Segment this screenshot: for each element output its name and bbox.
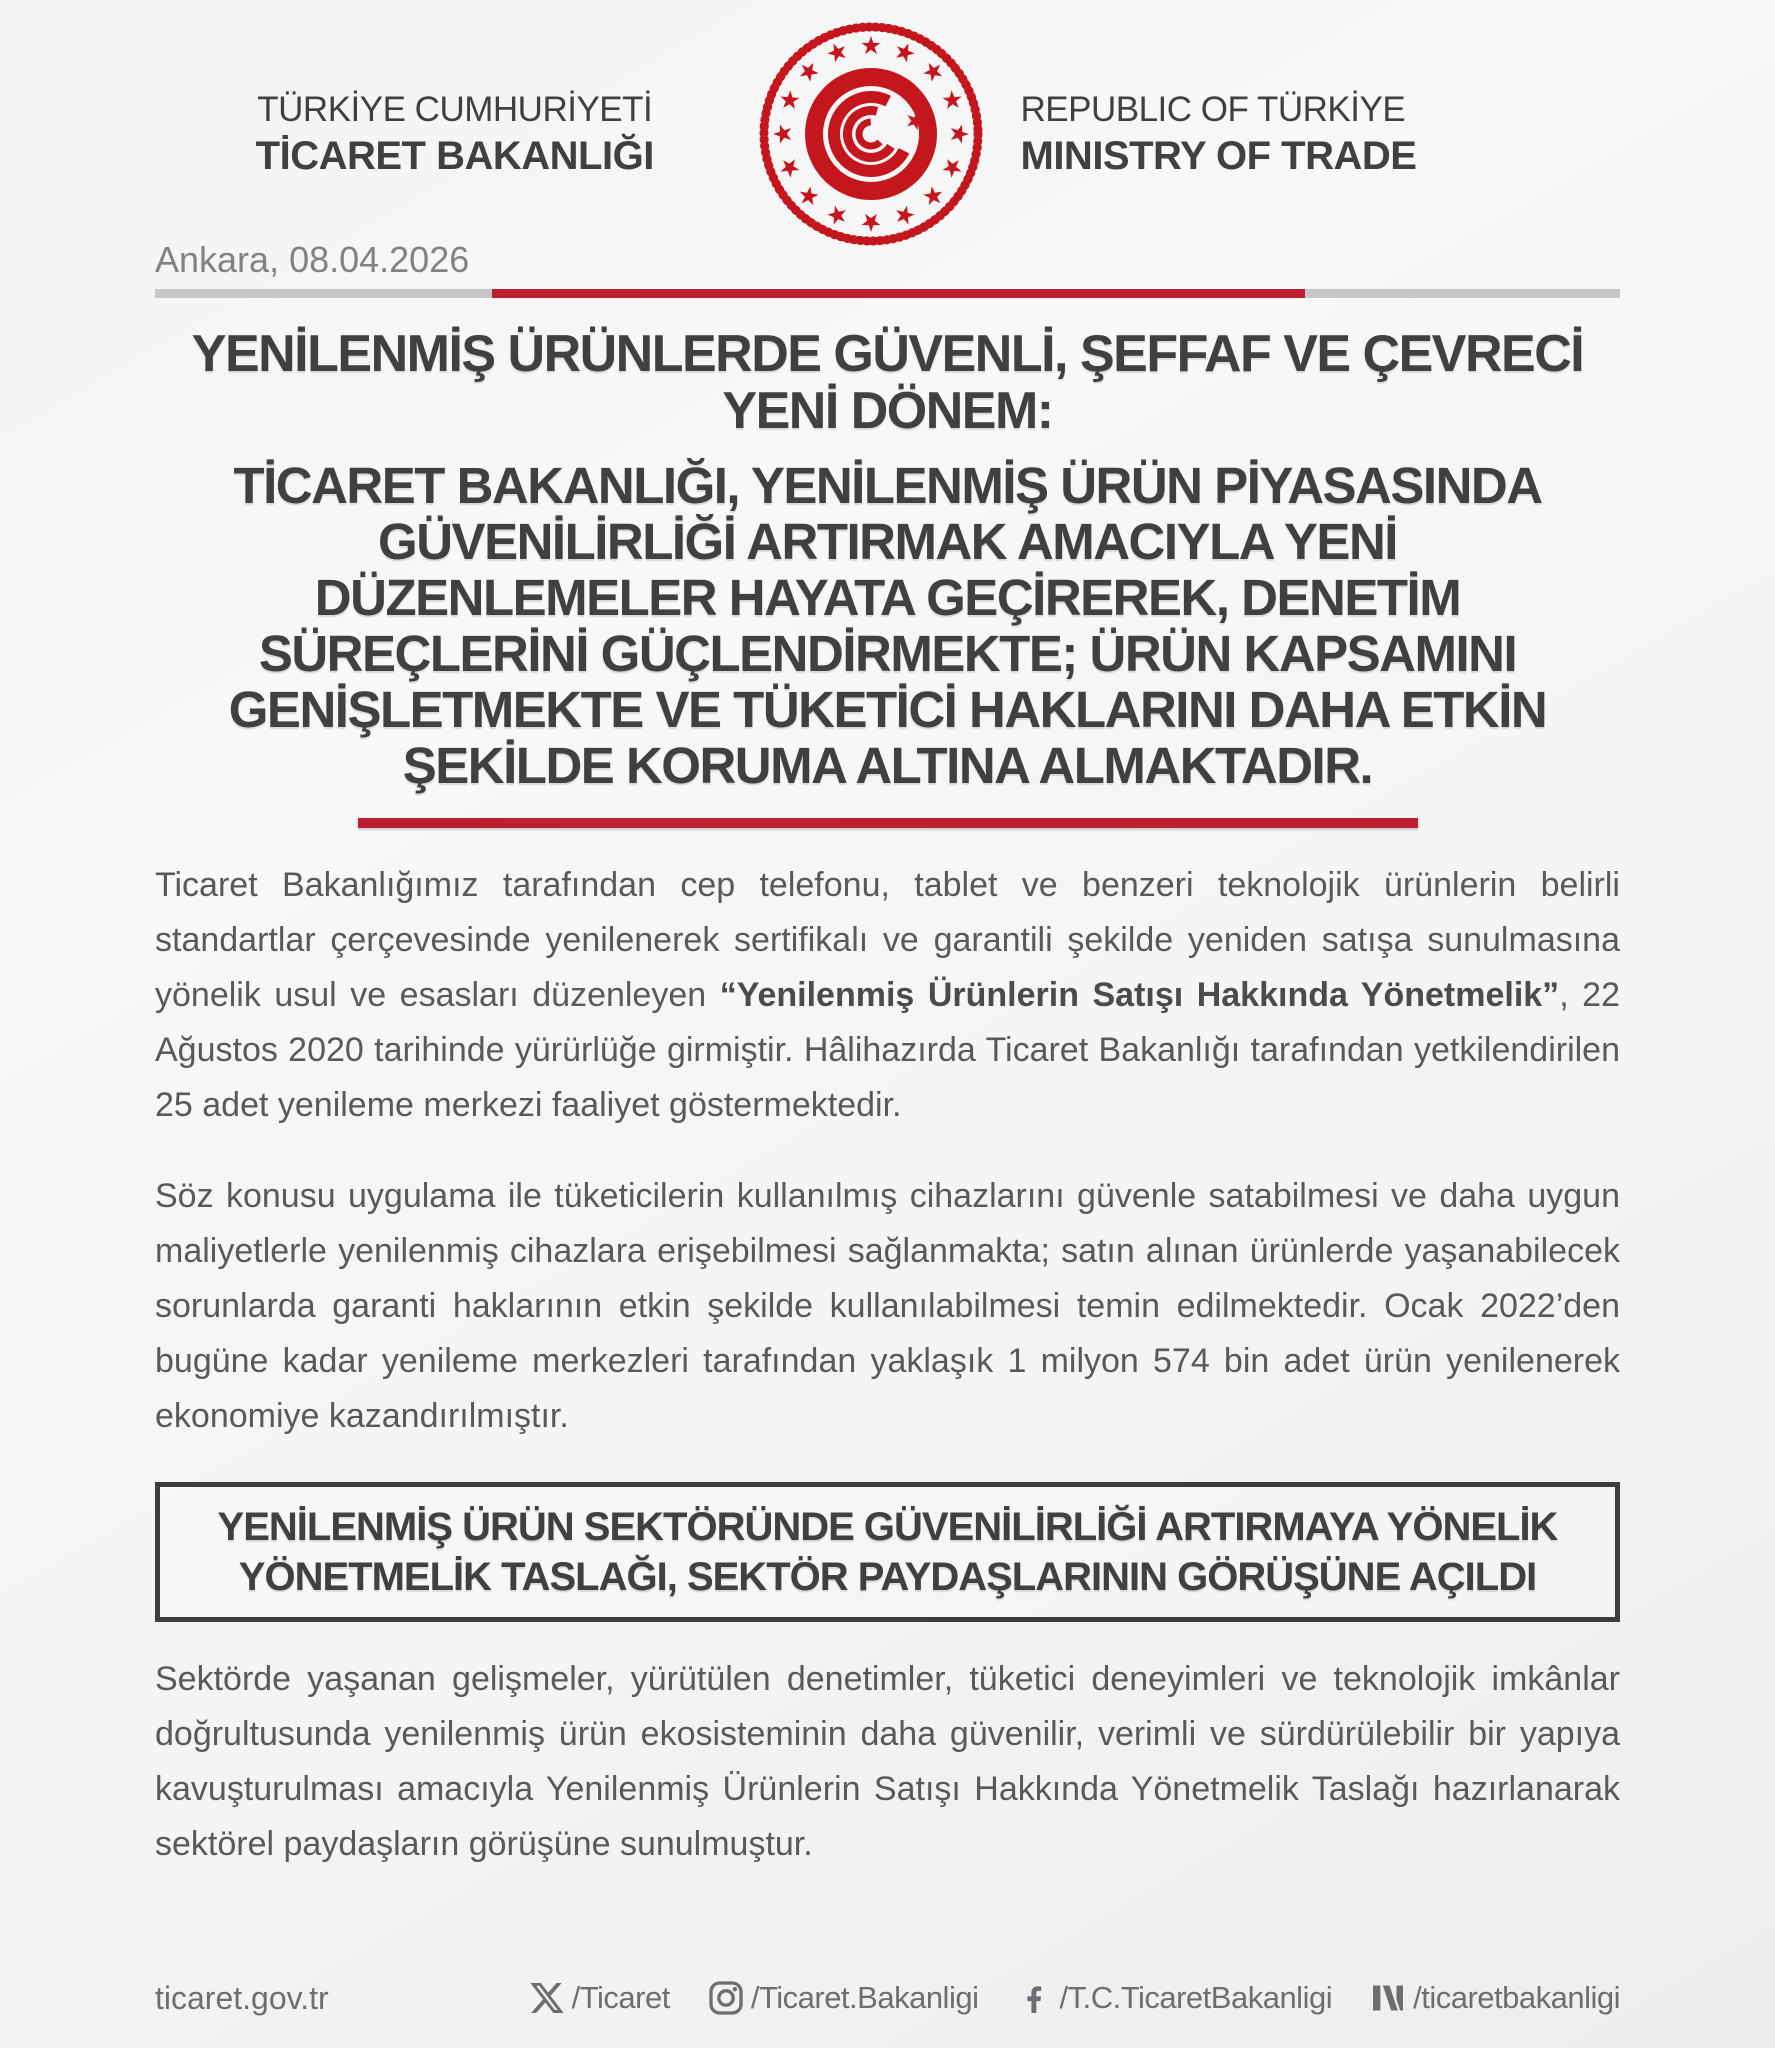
org-en-line2: MINISTRY OF TRADE <box>1020 133 1417 178</box>
social-handle: /ticaretbakanligi <box>1413 1980 1620 2015</box>
boxed-heading-line: YÖNETMELİK TASLAĞI, SEKTÖR PAYDAŞLARININ GÖRÜŞÜNE AÇILDI <box>238 1555 1537 1599</box>
org-tr-line1: TÜRKİYE CUMHURİYETİ <box>257 90 653 130</box>
sub-title-line: SÜREÇLERİNİ GÜÇLENDİRMEKTE; ÜRÜN KAPSAMINI <box>258 625 1517 682</box>
footer <box>155 1978 1620 2018</box>
ministry-name-turkish <box>155 88 755 180</box>
ministry-name-english <box>987 88 1621 180</box>
paragraph-text: , 22 Ağustos 2020 tarihinde yürürlüğe girmiştir. Hâlihazırda Ticaret Bakanlığı tarafından yetkilendirilen 25 adet yenileme merkezi faaliyet göstermektedir. <box>155 976 1620 1124</box>
separator-bar-red <box>492 289 1305 298</box>
sub-title <box>155 458 1620 794</box>
x-icon <box>527 1978 567 2018</box>
social-handle: /T.C.TicaretBakanligi <box>1059 1980 1333 2015</box>
social-links <box>527 1978 1620 2018</box>
main-title-line: YENİ DÖNEM: <box>722 382 1053 440</box>
org-en-line1: REPUBLIC OF TÜRKİYE <box>1020 90 1406 130</box>
paragraph-draft-regulation: Sektörde yaşanan gelişmeler, yürütülen denetimler, tüketici deneyimleri ve teknolojik imkânlar doğrultusunda yenilenmiş ürün ekosisteminin daha güvenilir, verimli ve sürdürülebilir bir yapıya kavuşturulması amacıyla Yenilenmiş Ürünlerin Satışı Hakkında Yönetmelik Taslağı hazırlanarak sektörel paydaşların görüşüne sunulmuştur. <box>155 1660 1620 1863</box>
boxed-heading <box>155 1482 1620 1622</box>
sub-title-line: TİCARET BAKANLIĞI, YENİLENMİŞ ÜRÜN PİYASASINDA <box>233 457 1542 514</box>
separator-bar-gray-right <box>1305 289 1620 298</box>
website-link[interactable]: ticaret.gov.tr <box>155 1979 329 2016</box>
facebook-icon <box>1014 1978 1054 2018</box>
separator-bar <box>155 289 1620 298</box>
red-divider <box>358 818 1418 828</box>
boxed-heading-line: YENİLENMİŞ ÜRÜN SEKTÖRÜNDE GÜVENİLİRLİĞİ ARTIRMAYA YÖNELİK <box>217 1505 1558 1549</box>
main-title-line: YENİLENMİŞ ÜRÜNLERDE GÜVENLİ, ŞEFFAF VE ÇEVRECİ <box>191 325 1584 383</box>
social-handle: /Ticaret.Bakanligi <box>750 1980 979 2015</box>
header <box>155 18 1620 250</box>
org-tr-line2: TİCARET BAKANLIĞI <box>255 133 654 178</box>
sub-title-line: GENİŞLETMEKTE VE TÜKETİCİ HAKLARINI DAHA ETKİN <box>228 681 1547 738</box>
social-link-facebook[interactable] <box>1014 1978 1332 2018</box>
ministry-of-trade-emblem-icon <box>755 18 987 250</box>
social-handle: /Ticaret <box>571 1980 670 2015</box>
instagram-icon <box>706 1978 746 2018</box>
regulation-name-bold: “Yenilenmiş Ürünlerin Satışı Hakkında Yönetmelik” <box>719 976 1560 1014</box>
nsosyal-icon <box>1368 1978 1408 2018</box>
sub-title-line: GÜVENİLİRLİĞİ ARTIRMAK AMACIYLA YENİ <box>378 513 1397 570</box>
paragraph-text: Ticaret Bakanlığımız tarafından cep telefonu, tablet ve benzeri teknolojik ürünlerin belirli standartlar çerçevesinde yenilenerek sertifikalı ve garantili şekilde yeniden satışa sunulmasına yönelik usul ve esasları düzenleyen <box>155 866 1620 1014</box>
dateline: Ankara, 08.04.2026 <box>155 239 470 280</box>
main-title <box>155 326 1620 440</box>
social-link-instagram[interactable] <box>706 1978 979 2018</box>
sub-title-line: DÜZENLEMELER HAYATA GEÇİREREK, DENETİM <box>314 569 1461 626</box>
social-link-x[interactable] <box>527 1978 670 2018</box>
separator-bar-gray-left <box>155 289 492 298</box>
social-link-nsosyal[interactable] <box>1368 1978 1620 2018</box>
paragraph-regulation-history <box>155 858 1620 1133</box>
sub-title-line: ŞEKİLDE KORUMA ALTINA ALMAKTADIR. <box>402 737 1373 794</box>
paragraph-program-benefits: Söz konusu uygulama ile tüketicilerin kullanılmış cihazlarını güvenle satabilmesi ve daha uygun maliyetlerle yenilenmiş cihazlara erişebilmesi sağlanmakta; satın alınan ürünlerde yaşanabilecek sorunlarda garanti haklarının etkin şekilde kullanılabilmesi temin edilmektedir. Ocak 2022’den bugüne kadar yenileme merkezleri tarafından yaklaşık 1 milyon 574 bin adet ürün yenilenerek ekonomiye kazandırılmıştır. <box>155 1177 1620 1435</box>
